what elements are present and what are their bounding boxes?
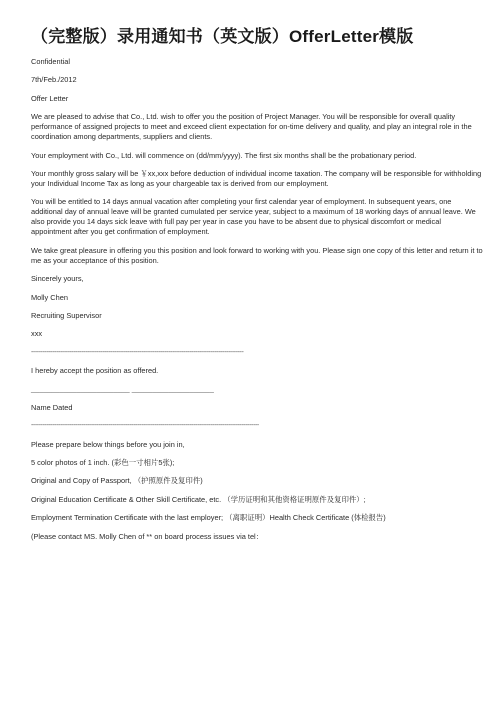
signer-name: Molly Chen: [31, 292, 68, 302]
divider-line-2: ----------------------------------------------------------------------------------------------------------------------: [31, 422, 259, 430]
name-dated-label: Name Dated: [31, 402, 73, 412]
list-item-education: Original Education Certificate & Other Skill Certificate, etc. （学历证明和其他资格证明原件及复印件）;: [31, 494, 366, 504]
closing-line: Sincerely yours,: [31, 274, 84, 284]
paragraph-acceptance-request: We take great pleasure in offering you this position and look forward to working with you. Please sign one copy of this letter and return it to me as your acceptance of this position.: [31, 245, 483, 265]
signer-title: Recruiting Supervisor: [31, 310, 102, 320]
confidential-label: Confidential: [31, 57, 71, 66]
contact-note: (Please contact MS. Molly Chen of ** on board process issues via tel：: [31, 531, 264, 541]
paragraph-leave: You will be entitled to 14 days annual vacation after completing your first calendar year of employment. In subsequent years, one additional day of annual leave will be granted cumulated per service year, subject to a maximum of 18 working days of annual leave. We also provide you 14 days sick leave with full pay per year in case you have to be absent due to physical discomfort or medical appointment after you get confirmation of employment.: [31, 197, 476, 237]
letter-subject: Offer Letter: [31, 93, 69, 103]
signature-lines: ________________________ ____________________: [31, 384, 214, 394]
document-title: （完整版）录用通知书（英文版）OfferLetter模版: [31, 27, 414, 46]
signer-extra: xxx: [31, 329, 43, 339]
paragraph-salary: Your monthly gross salary will be ￥xx,xxx before deduction of individual income taxation. The company will be responsible for withholding your Individual Income Tax as long as your chargeable tax is derived from our employment.: [31, 168, 482, 188]
prepare-heading: Please prepare below things before you join in,: [31, 439, 185, 449]
list-item-termination: Employment Termination Certificate with the last employer; （离职证明）Health Check Certificate (体检报告): [31, 513, 386, 523]
acceptance-statement: I hereby accept the position as offered.: [31, 366, 159, 376]
letter-body: [31, 57, 483, 550]
divider-line: --------------------------------------------------------------------------------------------------------------: [31, 348, 244, 356]
list-item-photos: 5 color photos of 1 inch. (彩色一寸相片5张);: [31, 458, 175, 468]
paragraph-commencement: Your employment with Co., Ltd. will commence on (dd/mm/yyyy). The first six months shall be the probationary period.: [31, 150, 417, 160]
letter-date: 7th/Feb./2012: [31, 75, 77, 85]
list-item-passport: Original and Copy of Passport, （护照原件及复印件): [31, 476, 203, 486]
paragraph-position: We are pleased to advise that Co., Ltd. wish to offer you the position of Project Manager. You will be responsible for overall quality performance of assigned projects to meet and exceed client expectation for on-time delivery and quality, and play an integral role in the coordination among departments, suppliers and clients.: [31, 112, 472, 142]
